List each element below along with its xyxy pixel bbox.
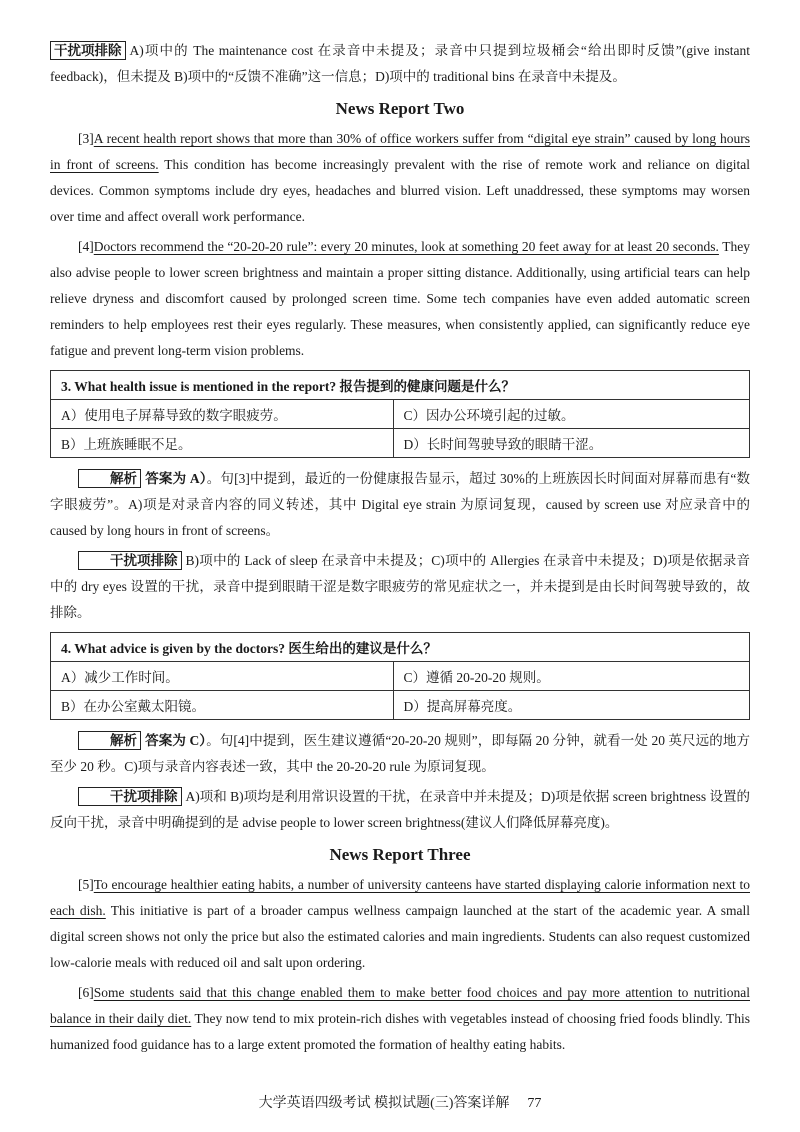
- question-4-analysis: [50, 728, 750, 780]
- option-a: A）使用电子屏幕导致的数字眼疲劳。: [51, 400, 394, 429]
- key-sentence: Some students said that this change enabled them to make better food choices and pay more attention to nutritional balance in their daily diet.: [50, 985, 750, 1026]
- paragraph-text: They also advise people to lower screen brightness and maintain a proper sitting distance. Additionally, using artificial tears can help relieve dryness and discomfort caused by prolonged screen time. Some tech companies have even added automatic screen reminders to help employees rest their eyes regularly. These measures, when consistently applied, can significantly reduce eye fatigue and prevent long-term vision problems.: [50, 239, 750, 358]
- question-3-distractor: [50, 548, 750, 626]
- question-3-table: [50, 370, 750, 458]
- option-c: C）因办公环境引起的过敏。: [393, 400, 750, 429]
- key-sentence: Doctors recommend the “20-20-20 rule”: every 20 minutes, look at something 20 feet away for at least 20 seconds.: [93, 239, 719, 254]
- analysis-text: 。句[3]中提到，最近的一份健康报告显示，超过 30%的上班族因长时间面对屏幕而患有“数字眼疲劳”。A)项是对录音内容的同义转述，其中 Digital eye strain 为原词复现，caused by screen use 对应录音中的 caused by long hours in front of screens。: [50, 471, 751, 538]
- question-4-text: 4. What advice is given by the doctors? 医生给出的建议是什么？: [51, 633, 750, 662]
- question-4-table: [50, 632, 750, 720]
- option-d: D）提高屏幕亮度。: [393, 691, 750, 720]
- option-c: C）遵循 20-20-20 规则。: [393, 662, 750, 691]
- analysis-text: 。句[4]中提到，医生建议遵循“20-20-20 规则”，即每隔 20 分钟，就看一处 20 英尺远的地方至少 20 秒。C)项与录音内容表述一致，其中 the 20-20-20 rule 为原词复现。: [50, 733, 751, 774]
- paragraph-6: [50, 980, 750, 1058]
- paragraph-text: They now tend to mix protein-rich dishes with vegetables instead of choosing fried foods blindly. This humanized food guidance has to a large extent promoted the formation of healthy eating habits.: [50, 1011, 750, 1052]
- paragraph-3: [50, 126, 750, 230]
- analysis-tag: 解析: [78, 469, 141, 488]
- question-3-analysis: [50, 466, 750, 544]
- paragraph-5: [50, 872, 750, 976]
- option-b: B）在办公室戴太阳镜。: [51, 691, 394, 720]
- analysis-tag: 解析: [78, 731, 141, 750]
- section-title-report-two: News Report Two: [335, 99, 465, 118]
- option-a: A）减少工作时间。: [51, 662, 394, 691]
- footer-title: 大学英语四级考试 模拟试题(三)答案详解: [258, 1096, 510, 1111]
- key-sentence: A recent health report shows that more than 30% of office workers suffer from “digital eye strain” caused by long hours in front of screens.: [50, 131, 750, 172]
- paragraph-number: [4]: [78, 239, 94, 254]
- question-4-distractor: [50, 784, 750, 836]
- page-footer: [0, 1092, 800, 1112]
- intro-distractor-text: A)项中的 The maintenance cost 在录音中未提及；录音中只提到垃圾桶会“给出即时反馈”(give instant feedback)，但未提及 B)项中的“反馈不准确”这一信息；D)项中的 traditional bins 在录音中未提及。: [50, 43, 750, 84]
- option-d: D）长时间驾驶导致的眼睛干涩。: [393, 429, 750, 458]
- paragraph-text: This condition has become increasingly prevalent with the rise of remote work and reliance on digital devices. Common symptoms include dry eyes, headaches and blurred vision. Left unaddressed, these symptoms may worsen over time and affect overall work performance.: [50, 157, 750, 224]
- distractor-tag: 干扰项排除: [78, 551, 182, 570]
- distractor-text: A)项和 B)项均是利用常识设置的干扰，在录音中并未提及；D)项是依据 screen brightness 设置的反向干扰，录音中明确提到的是 advise people to lower screen brightness(建议人们降低屏幕亮度)。: [50, 789, 750, 830]
- paragraph-number: [5]: [78, 877, 94, 892]
- answer-label: 答案为 A）: [145, 471, 207, 486]
- intro-distractor-paragraph: [50, 38, 750, 90]
- paragraph-number: [6]: [78, 985, 94, 1000]
- answer-label: 答案为 C）: [145, 733, 207, 748]
- page-number: 77: [527, 1096, 542, 1111]
- paragraph-4: [50, 234, 750, 364]
- paragraph-number: [3]: [78, 131, 94, 146]
- section-title-report-three: News Report Three: [329, 845, 471, 864]
- distractor-tag: 干扰项排除: [78, 787, 182, 806]
- distractor-tag: 干扰项排除: [50, 41, 126, 60]
- question-3-text: 3. What health issue is mentioned in the report? 报告提到的健康问题是什么？: [51, 371, 750, 400]
- key-sentence: To encourage healthier eating habits, a number of university canteens have started displaying calorie information next to each dish.: [50, 877, 750, 918]
- option-b: B）上班族睡眠不足。: [51, 429, 394, 458]
- paragraph-text: This initiative is part of a broader campus wellness campaign launched at the start of the academic year. A small digital screen shows not only the price but also the estimated calories and main ingredients. Students can also request customized low-calorie meals with reduced oil and salt upon ordering.: [50, 903, 751, 970]
- distractor-text: B)项中的 Lack of sleep 在录音中未提及；C)项中的 Allergies 在录音中未提及；D)项是依据录音中的 dry eyes 设置的干扰，录音中提到眼睛干涩是数字眼疲劳的常见症状之一，并未提到是由长时间驾驶导致的，故排除。: [50, 553, 750, 620]
- page-body: [50, 38, 750, 1058]
